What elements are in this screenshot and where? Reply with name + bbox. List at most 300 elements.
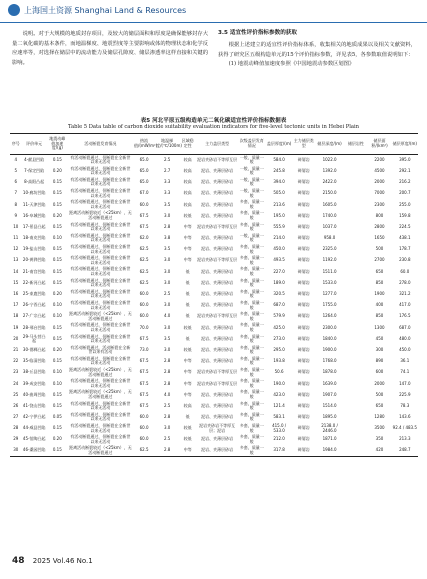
- right-column: [218, 41, 416, 70]
- table-cell: 450: [375, 335, 384, 341]
- table-cell: 224.5: [399, 223, 411, 229]
- table-cell: 有活动断裂通过，但断裂在全新世以来无活动: [70, 176, 131, 187]
- table-cell: 7-保定凹陷: [24, 167, 45, 173]
- table-cell: 143.6: [399, 414, 411, 420]
- table-cell: 中等: [183, 257, 192, 263]
- table-cell: 有活动断裂通过，但断裂在全新世以来无活动: [70, 378, 131, 388]
- table-cell: 62.5: [139, 279, 149, 285]
- table-cell: 距离活动断裂较近（<25km），无活动断裂通过: [69, 311, 132, 321]
- table-cell: 碎屑岩: [297, 391, 310, 397]
- table-cell: 7000: [374, 190, 385, 196]
- table-cell: 低: [185, 279, 190, 285]
- table-cell: 10: [13, 223, 19, 229]
- table-cell: 2.8: [163, 223, 171, 229]
- table-cell: 较高: [183, 190, 192, 196]
- table-cell: 泥岩夹砂岩不等厚互层: [197, 257, 238, 263]
- table-cell: 一般，质量一般: [239, 232, 264, 243]
- table-cell: 27: [13, 414, 19, 420]
- table-cell: 1639.0: [322, 380, 337, 386]
- table-cell: 10-廊坊凹陷: [22, 190, 46, 196]
- table-cell: 317.8: [265, 445, 292, 456]
- table-cell: 44-威县凹陷: [22, 425, 46, 431]
- table-cell: 1871.0: [322, 436, 337, 442]
- table-cell: 15: [13, 279, 19, 285]
- table-cell: 0.15: [52, 179, 62, 185]
- table-cell: 420: [367, 445, 391, 456]
- table-cell: 泥岩、夹薄层砂岩: [201, 358, 234, 364]
- table-cell: [344, 356, 367, 367]
- table-cell: 多套，质量一般: [239, 322, 264, 332]
- table-cell: 泥岩、夹薄层砂岩: [201, 335, 234, 341]
- table-header-cell: 热流值/(mW/m²): [133, 134, 155, 155]
- table-cell: 60.0: [139, 291, 149, 297]
- table-cell: 碎屑岩: [297, 425, 310, 431]
- table-cell: 较高: [183, 167, 192, 173]
- table-cell: 多套，质量一般: [239, 423, 264, 433]
- table-row: [10, 389, 418, 400]
- table-cell: 505.0: [273, 190, 285, 196]
- table-cell: 有活动断裂通过，但断裂在全新世以来无活动: [70, 165, 131, 176]
- table-cell: 泥岩夹砂岩不等厚互层；泥岩: [199, 423, 236, 433]
- table-cell: 较低: [183, 212, 192, 218]
- table-cell: 多套，质量一般: [239, 221, 264, 232]
- table-cell: 碎屑岩: [297, 201, 310, 207]
- table-cell: 60.0: [139, 414, 149, 420]
- table-cell: 62.5: [139, 246, 149, 252]
- table-cell: 泥岩、夹薄层砂岩: [201, 179, 234, 185]
- table-cell: 16-阜城凹陷: [22, 212, 46, 218]
- table-cell: 2138.0 / 2446.0: [321, 423, 338, 433]
- table-cell: [344, 188, 367, 199]
- table-cell: 67.5: [139, 402, 149, 408]
- table-cell: 4: [14, 157, 18, 163]
- table-cell: 有活动断裂通过，但断裂在全新世以来无活动: [70, 221, 131, 232]
- table-cell: 65.0: [139, 157, 149, 163]
- table-caption-zh: 表5 河北平原五级构造单元二氧化碳适宜性评价指标数据表: [140, 118, 287, 124]
- table-cell: 248.7: [392, 445, 418, 456]
- table-cell: 中等: [183, 380, 192, 386]
- table-cell: 有活动断裂通过，但断裂在全新世以来无活动: [70, 277, 131, 288]
- table-cell: 碎屑岩: [297, 223, 310, 229]
- table-row: [10, 367, 418, 378]
- table-cell: 193.8: [273, 358, 285, 364]
- table-cell: 17-景县凸起: [22, 223, 46, 229]
- table-cell: 394.0: [273, 179, 285, 185]
- table-cell: 1605.0: [322, 201, 337, 207]
- table-cell: 415.0 / 533.0: [272, 423, 287, 433]
- table-cell: 2.5: [163, 157, 171, 163]
- table-cell: [344, 289, 367, 300]
- table-cell: 较低: [183, 436, 192, 442]
- table-cell: 多套，质量一般: [239, 367, 264, 377]
- table-cell: 579.9: [273, 313, 285, 319]
- table-cell: 较高: [183, 201, 192, 207]
- table-cell: 低: [185, 414, 190, 420]
- table-cell: 45-馆陶凸起: [22, 436, 46, 442]
- table-cell: 320.5: [273, 291, 285, 297]
- table-cell: 24: [13, 380, 19, 386]
- table-cell: 泥岩夹砂岩不等厚互层: [197, 380, 238, 386]
- table-cell: 有活动断裂通过，但断裂在全新世以来无活动: [70, 266, 131, 276]
- table-cell: 19-盐山凹陷: [22, 246, 46, 252]
- table-header-cell: 区域稳定性: [179, 134, 196, 155]
- table-cell: 泥岩、夹薄层砂岩: [201, 279, 234, 285]
- table-cell: 有活动断裂通过，但断裂在全新世以来无活动: [70, 199, 131, 209]
- table-cell: [344, 177, 367, 188]
- table-cell: 3.0: [163, 346, 171, 352]
- table-cell: 泥岩、夹薄层砂岩: [201, 201, 234, 207]
- data-table: [10, 133, 418, 457]
- section-title: 3.5 适宜性评价指标参数的获取: [218, 30, 297, 36]
- table-cell: 多套，质量一般: [239, 288, 264, 299]
- table-cell: 555.9: [273, 223, 285, 229]
- table-row: [10, 401, 418, 412]
- table-cell: 890: [375, 358, 384, 364]
- table-cell: 1907.0: [322, 391, 337, 397]
- table-cell: 213.3: [399, 436, 411, 442]
- table-cell: 0.15: [52, 279, 62, 285]
- table-cell: 中等: [183, 369, 192, 375]
- table-cell: 584.0: [273, 157, 285, 163]
- table-header-cell: 地温梯度/(℃/100m): [155, 134, 179, 155]
- table-cell: 有活动断裂通过，但断裂在全新世以来无活动: [70, 355, 131, 366]
- table-cell: 147.0: [399, 380, 411, 386]
- table-cell: 1840.0: [322, 335, 337, 341]
- table-cell: 2700: [374, 257, 385, 263]
- table-cell: [344, 378, 367, 389]
- table-cell: 泥岩夹砂岩不等厚互层: [197, 313, 238, 319]
- table-cell: 0.15: [52, 246, 62, 252]
- table-cell: [344, 322, 367, 333]
- table-cell: 40-曲周凹陷: [22, 391, 46, 397]
- table-cell: 多套，质量一般: [239, 333, 264, 344]
- table-cell: 35-临清凹陷: [22, 358, 46, 364]
- table-cell: 3.0: [163, 425, 171, 431]
- journal-title: 上海国土资源 Shanghai Land & Resources: [24, 6, 187, 15]
- table-cell: 67.5: [139, 391, 149, 397]
- table-cell: 泥岩、夹薄层砂岩: [201, 302, 234, 308]
- table-cell: 121.4: [273, 402, 285, 408]
- table-cell: 255.0: [399, 201, 411, 207]
- table-row: [10, 356, 418, 367]
- table-cell: 0.10: [52, 380, 62, 386]
- table-cell: 有活动断裂通过，但断裂在全新世以来无活动: [70, 288, 131, 299]
- table-cell: 73.0: [139, 346, 149, 352]
- table-cell: 12: [13, 246, 19, 252]
- table-row: [10, 278, 418, 289]
- table-cell: 67.0: [139, 190, 149, 196]
- table-cell: 18: [13, 313, 19, 319]
- table-cell: 2.5: [163, 436, 171, 442]
- table-cell: 0.15: [47, 445, 68, 456]
- table-cell: 65.0: [139, 167, 149, 173]
- table-cell: 42-宁伊凸起: [22, 414, 46, 420]
- table-cell: 多套，质量一般: [239, 244, 264, 254]
- table-cell: 225.9: [399, 391, 411, 397]
- table-cell: 1895.0: [322, 414, 337, 420]
- table-cell: 493.5: [273, 257, 285, 263]
- table-cell: 1192.0: [322, 257, 337, 263]
- table-cell: 213.6: [273, 201, 285, 207]
- table-cell: 碎屑岩: [297, 324, 310, 330]
- table-cell: 60.0: [139, 313, 149, 319]
- table-cell: 295.0: [273, 346, 285, 352]
- table-row: [10, 222, 418, 233]
- table-cell: 650: [375, 268, 384, 274]
- table-cell: 中等: [183, 235, 192, 241]
- table-cell: [344, 445, 367, 456]
- table-cell: 0.15: [52, 324, 62, 330]
- table-cell: 8: [14, 201, 18, 207]
- table-cell: 一般，质量一般: [239, 176, 264, 187]
- table-cell: 低: [185, 291, 190, 297]
- table-cell: 多套，质量一般: [239, 266, 264, 276]
- table-cell: 一般，质量一般: [239, 154, 264, 165]
- table-cell: 67.5: [139, 380, 149, 386]
- table-cell: 3.0: [163, 268, 171, 274]
- table-cell: 20-黄骅凹陷: [22, 257, 46, 263]
- table-cell: 碎屑岩: [297, 279, 310, 285]
- table-cell: 62.5: [139, 268, 149, 274]
- table-cell: 500: [375, 246, 384, 252]
- table-cell: 碎屑岩: [293, 445, 315, 456]
- table-cell: 碎屑岩: [297, 402, 310, 408]
- table-cell: 有活动断裂通过，活动断裂在全新世以来有活动: [70, 344, 131, 355]
- table-cell: 较高: [183, 157, 192, 163]
- table-cell: 有活动断裂通过，但断裂在全新世以来无活动: [70, 333, 131, 344]
- table-cell: 2.8: [163, 358, 171, 364]
- issue-info: 2025 Vol.46 No.1: [32, 557, 93, 565]
- table-cell: 碎屑岩: [297, 257, 310, 263]
- table-row: [10, 300, 418, 311]
- table-cell: 0.20: [52, 436, 62, 442]
- table-cell: 泥岩、夹薄层砂岩: [201, 324, 234, 330]
- left-paragraph: 说明。对于大规模的地质封存项目，及较大的储层面积和厚度是确保能够封存大量二氧化碳的基本条件，而地温梯度、地震烈度等主要影响或体的物理状态和化学反应速率等，对选择在储层中的流动能力及储层孔隙度、储层渗透率这样直接和关键的影响。: [12, 31, 208, 66]
- table-row: [10, 434, 418, 445]
- table-cell: 多套，质量一般: [239, 255, 264, 265]
- table-cell: 687.0: [399, 324, 411, 330]
- table-header-cell: 储层面积/(km²): [367, 134, 391, 155]
- table-cell: [344, 266, 367, 277]
- table-header-cell: 评价单元: [22, 134, 47, 155]
- table-cell: 26: [13, 402, 19, 408]
- table-cell: 距离活动断裂较近（<25km），无活动断裂通过: [69, 389, 132, 400]
- table-cell: 2.5: [163, 291, 171, 297]
- table-cell: 1900.0: [322, 346, 337, 352]
- table-cell: 0.15: [52, 425, 62, 431]
- table-cell: 较低: [183, 324, 192, 330]
- table-cell: 泥岩夹砂岩不等厚互层: [197, 369, 238, 375]
- table-header-cell: 盖层厚度/(m): [265, 134, 292, 155]
- table-cell: 500: [375, 391, 384, 397]
- table-cell: 230.8: [399, 257, 411, 263]
- table-cell: 800: [375, 212, 384, 218]
- table-cell: 2300.0: [322, 324, 337, 330]
- table-cell: 438.1: [399, 235, 411, 241]
- table-cell: 泥岩、夹薄层砂岩: [196, 445, 238, 456]
- table-row: [10, 255, 418, 266]
- table-header-cell: 主力储层类型: [293, 134, 315, 155]
- table-cell: [344, 210, 367, 221]
- table-row: [10, 155, 418, 166]
- table-cell: 有活动断裂通过，但断裂在全新世以来无活动: [70, 411, 131, 422]
- table-cell: 碎屑岩: [297, 414, 310, 420]
- table-cell: [344, 389, 367, 400]
- table-cell: 3.0: [163, 212, 171, 218]
- table-cell: 3.0: [163, 279, 171, 285]
- table-cell: 1392.0: [322, 167, 337, 173]
- table-cell: 泥岩、夹薄层砂岩: [201, 167, 234, 173]
- table-header-cell: 储层岩性: [344, 134, 367, 155]
- table-cell: 3.8: [163, 235, 171, 241]
- table-cell: 中等: [183, 223, 192, 229]
- table-cell: 距离活动断裂较近（<25km），无活动断裂通过: [69, 445, 132, 455]
- table-cell: 687.0: [273, 302, 285, 308]
- table-row: [10, 345, 418, 356]
- table-cell: 中等: [179, 445, 196, 456]
- table-cell: 25: [13, 391, 19, 397]
- table-cell: 2.5: [163, 402, 171, 408]
- table-cell: 泥岩、夹薄层砂岩: [201, 436, 234, 442]
- table-cell: 159.8: [399, 212, 411, 218]
- table-cell: 3.5: [163, 201, 171, 207]
- table-cell: 1264.0: [322, 313, 337, 319]
- table-cell: [344, 434, 367, 445]
- table-cell: 中等: [183, 391, 192, 397]
- table-header-row: [10, 134, 418, 155]
- table-cell: 2000: [374, 380, 385, 386]
- table-cell: 200.7: [399, 190, 411, 196]
- table-header-cell: 次级盖层发育情况: [238, 134, 265, 155]
- table-cell: 0.20: [52, 212, 62, 218]
- table-cell: 较高: [183, 402, 192, 408]
- table-cell: 多套，质量一般: [239, 411, 264, 422]
- table-cell: 碎屑岩: [297, 335, 310, 341]
- table-cell: 较高: [183, 179, 192, 185]
- table-cell: 60.0: [400, 268, 410, 274]
- table-cell: 较低: [183, 346, 192, 352]
- table-cell: [344, 345, 367, 356]
- table-cell: 190.0: [273, 380, 285, 386]
- table-cell: 一般，质量一般: [239, 165, 264, 176]
- table-cell: 距离活动断裂较近（<25km），无活动断裂通过: [69, 210, 132, 221]
- table-cell: 碎屑岩: [297, 369, 310, 375]
- table-cell: 0.15: [52, 358, 62, 364]
- table-cell: 1650: [374, 235, 385, 241]
- table-cell: 有活动断裂通过，但断裂在全新世以来无活动: [70, 434, 131, 444]
- table-cell: 1740.0: [322, 212, 337, 218]
- table-cell: 3500: [374, 425, 385, 431]
- table-cell: 多套，质量一般: [239, 378, 264, 388]
- table-cell: 423.0: [273, 391, 285, 397]
- table-cell: 1037.0: [322, 223, 337, 229]
- table-cell: 4.0: [163, 313, 171, 319]
- table-cell: 碎屑岩: [297, 179, 310, 185]
- table-cell: 62.0: [139, 235, 149, 241]
- table-cell: [344, 401, 367, 412]
- table-header-cell: 储层深度/(m): [315, 134, 344, 155]
- right-item-1: (1) 地震动峰值加速度参照《中国地震动参数区划图》: [228, 61, 355, 68]
- table-cell: 低: [185, 313, 190, 319]
- table-cell: 212.0: [273, 436, 285, 442]
- table-cell: 60.0: [139, 201, 149, 207]
- table-cell: 2800: [374, 223, 385, 229]
- table-cell: 23: [13, 369, 19, 375]
- table-cell: 2325.0: [322, 246, 337, 252]
- table-cell: 0.20: [52, 291, 62, 297]
- table-cell: 3.3: [163, 190, 171, 196]
- table-cell: 67.5: [139, 212, 149, 218]
- table-cell: 碎屑岩: [297, 212, 310, 218]
- table-cell: 26-宁晋凸起: [22, 302, 46, 308]
- table-cell: 碎屑岩: [297, 346, 310, 352]
- table-cell: 0.15: [52, 391, 62, 397]
- table-cell: 2200: [374, 157, 385, 163]
- table-row: [10, 266, 418, 277]
- table-cell: 850: [375, 313, 384, 319]
- table-row: [10, 289, 418, 300]
- table-cell: 216.2: [399, 179, 411, 185]
- table-cell: 中等: [183, 358, 192, 364]
- table-cell: 有活动断裂通过，但断裂在全新世以来无活动: [70, 255, 131, 265]
- table-cell: 碎屑岩: [297, 268, 310, 274]
- table-cell: 350: [375, 436, 384, 442]
- table-cell: 36.1: [400, 358, 410, 364]
- table-cell: 92.4 / 483.5: [392, 425, 417, 431]
- table-cell: 0.10: [52, 369, 62, 375]
- table-cell: 62.5: [139, 257, 149, 263]
- table-cell: 2150.0: [322, 190, 337, 196]
- table-body: [10, 155, 418, 457]
- table-cell: 67.5: [139, 358, 149, 364]
- table-cell: 0.05: [52, 414, 62, 420]
- table-cell: [344, 278, 367, 289]
- table-cell: 泥岩、夹薄层砂岩: [201, 235, 234, 241]
- table-row: [10, 334, 418, 345]
- table-cell: 碎屑岩: [297, 167, 310, 173]
- table-cell: 1300: [374, 324, 385, 330]
- table-cell: 0.15: [52, 257, 62, 263]
- table-cell: 有活动断裂通过，但断裂在全新世以来无活动: [70, 232, 131, 243]
- table-cell: 多套，质量一般: [239, 434, 264, 444]
- table-cell: 泥岩、夹薄层砂岩: [201, 346, 234, 352]
- table-cell: 292.1: [399, 167, 411, 173]
- table-cell: 0.15: [52, 223, 62, 229]
- table-row: [10, 412, 418, 423]
- table-cell: 碎屑岩: [297, 436, 310, 442]
- table-cell: 多套，质量一般: [239, 210, 264, 221]
- table-cell: [344, 233, 367, 244]
- table-cell: 有活动断裂通过，但断裂在全新世以来无活动: [70, 423, 131, 433]
- table-cell: [344, 423, 367, 434]
- table-cell: 395.0: [399, 157, 411, 163]
- table-cell: 22-新河凸起: [22, 279, 46, 285]
- table-cell: 67.5: [139, 223, 149, 229]
- table-cell: 1022.0: [322, 157, 337, 163]
- table-cell: [344, 199, 367, 210]
- table-cell: 50.6: [274, 369, 284, 375]
- table-row: [10, 233, 418, 244]
- table-cell: [344, 222, 367, 233]
- table-cell: 450.0: [273, 246, 285, 252]
- left-column: [12, 30, 208, 68]
- table-cell: 11-天津凹陷: [22, 201, 46, 207]
- table-cell: 227.0: [273, 268, 285, 274]
- table-cell: 1755.0: [322, 302, 337, 308]
- table-cell: 39-成安凹陷: [22, 380, 46, 386]
- table-cell: 583.1: [273, 414, 285, 420]
- table-cell: 400: [375, 302, 384, 308]
